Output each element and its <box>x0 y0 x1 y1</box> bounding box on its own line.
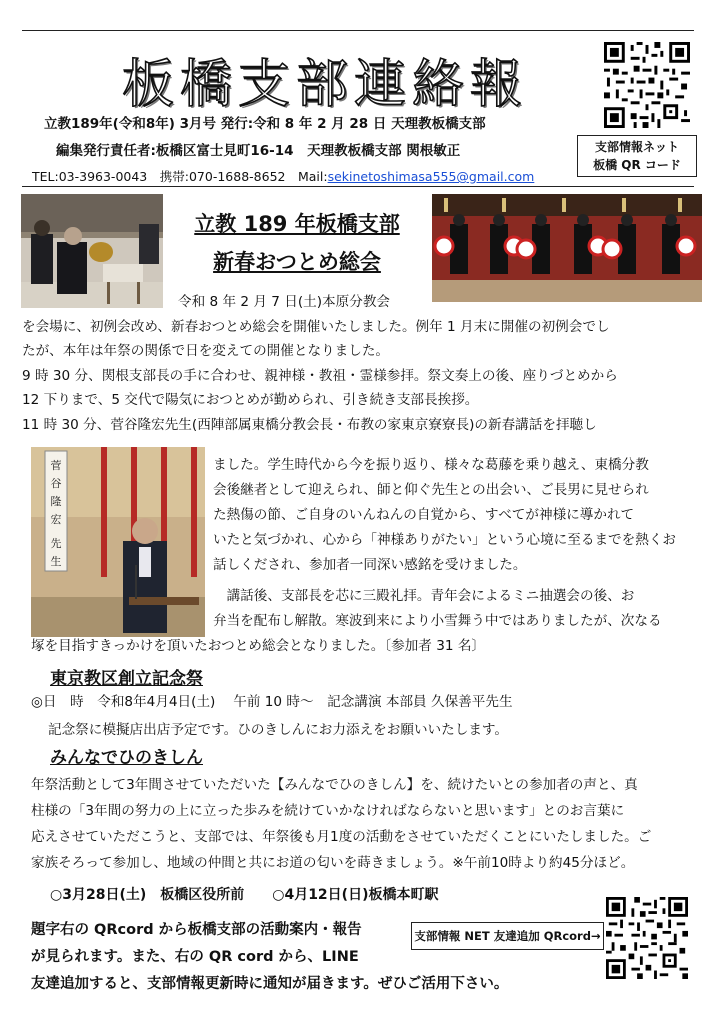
masthead-title: 板橋支部連絡報 <box>121 55 528 115</box>
article1-line: 令和 8 年 2 月 7 日(土)本原分教会 <box>178 294 391 310</box>
footer-line: 題字右の QRcord から板橋支部の活動案内・報告 <box>31 922 362 938</box>
article3-line: 家族そろって参加し、地域の仲間と共にお道の匂いを蒔きましょう。※午前10時より約45分ほど。 <box>31 855 635 871</box>
article1-line: 9 時 30 分、関根支部長の手に合わせ、親神様・教祖・霊様参拝。祭文奏上の後、座りづとめから <box>22 368 618 384</box>
qr-label-box <box>577 135 697 177</box>
sign-char: 谷 <box>50 477 62 490</box>
article1-line: 会後継者として迎えられ、師と仰ぐ先生との出会い、ご長男に見せられ <box>213 482 649 498</box>
header-rule <box>22 186 694 187</box>
article3-line: 応えさせていただこうと、支部では、年祭後も月1度の活動をさせていただくことにいたしました。ご <box>31 829 652 845</box>
article1-line: を会場に、初例会改め、新春おつとめ総会を開催いたしました。例年 1 月末に開催の初例会でし <box>22 319 610 335</box>
article1-line: た熱傷の節、ご自身のいんねんの自覚から、すべてが神様に導かれて <box>213 507 635 523</box>
sign-char: 宏 <box>50 513 62 526</box>
header-tel: TEL:03-3963-0043 携帯:070-1688-8652 Mail: <box>32 169 328 184</box>
header-issue-line: 立教189年(令和8年) 3月号 発行:令和 8 年 2 月 28 日 天理教板橋支部 <box>44 116 486 132</box>
article1-title-line2: 新春おつとめ総会 <box>213 250 381 274</box>
footer-line: 友達追加すると、支部情報更新時に通知が届きます。ぜひご活用下さい。 <box>31 976 509 992</box>
sign-char: 菅 <box>50 459 62 472</box>
photo-musicians <box>21 194 163 308</box>
qr-code-top[interactable] <box>604 42 690 128</box>
photo-dancers <box>432 194 702 302</box>
photo-speaker <box>31 447 205 637</box>
article3-line: 年祭活動として3年間させていただいた【みんなでひのきしん】を、続けたいとの参加者の声と、真 <box>31 777 638 793</box>
article3-dates: ○3月28日(土) 板橋区役所前 ○4月12日(日)板橋本町駅 <box>50 887 439 903</box>
article1-line: 11 時 30 分、菅谷隆宏先生(西陣部属東橋分教会長・布教の家東京寮寮長)の新春講話を拝聴し <box>22 417 597 433</box>
article1-line: 12 下りまで、5 交代で陽気におつとめが勤められ、引き続き支部長挨拶。 <box>22 392 479 408</box>
qr-label-line1: 支部情報ネット <box>594 140 679 154</box>
top-rule <box>22 30 694 31</box>
article2-title: 東京教区創立記念祭 <box>50 669 203 689</box>
header-editor-line: 編集発行責任者:板橋区富士見町16-14 天理教板橋支部 関根敏正 <box>56 143 461 159</box>
footer-line: が見られます。また、右の QR cord から、LINE <box>31 949 359 965</box>
article3-title: みんなでひのきしん <box>50 748 203 768</box>
article2-line: 記念祭に模擬店出店予定です。ひのきしんにお力添えをお願いいたします。 <box>48 722 509 738</box>
article3-line: 柱様の「3年間の努力の上に立った歩みを続けていかなければならないと思います」とのお言葉に <box>31 803 625 819</box>
article1-line: たが、本年は年祭の関係で日を変えての開催となりました。 <box>22 343 390 359</box>
article1-line: ました。学生時代から今を振り返り、様々な葛藤を乗り越え、東橋分教 <box>213 457 649 473</box>
article2-line: ◎日 時 令和8年4月4日(土) 午前 10 時～ 記念講演 本部員 久保善平先生 <box>31 694 513 710</box>
article1-line: 弁当を配布し解散。寒波到来により小雪舞う中ではありましたが、次なる <box>213 613 662 629</box>
header-contact-line <box>32 167 534 185</box>
header-mail-link[interactable]: sekinetoshimasa555@gmail.com <box>327 169 535 184</box>
footer-qr-label-box: 支部情報 NET 友達追加 QRcord→ <box>411 922 604 950</box>
sign-char: 生 <box>50 555 62 568</box>
sign-char: 隆 <box>50 495 62 508</box>
article1-line: 講話後、支部長を芯に三殿礼拝。青年会によるミニ抽選会の後、お <box>213 588 635 604</box>
article1-line: 塚を目指すきっかけを頂いたおつとめ総会となりました。〔参加者 31 名〕 <box>31 638 486 654</box>
article1-title-line1: 立教 189 年板橋支部 <box>194 212 400 236</box>
qr-code-line[interactable] <box>606 897 688 979</box>
article1-line: 話しくだされ、参加者一同深い感銘を受けました。 <box>213 557 527 573</box>
qr-label-line2: 板橋 QR コード <box>593 158 681 172</box>
article1-line: いたと気づかれ、心から「神様ありがたい」という心境に至るまでを熱くお <box>213 532 677 548</box>
sign-char: 先 <box>50 537 62 550</box>
